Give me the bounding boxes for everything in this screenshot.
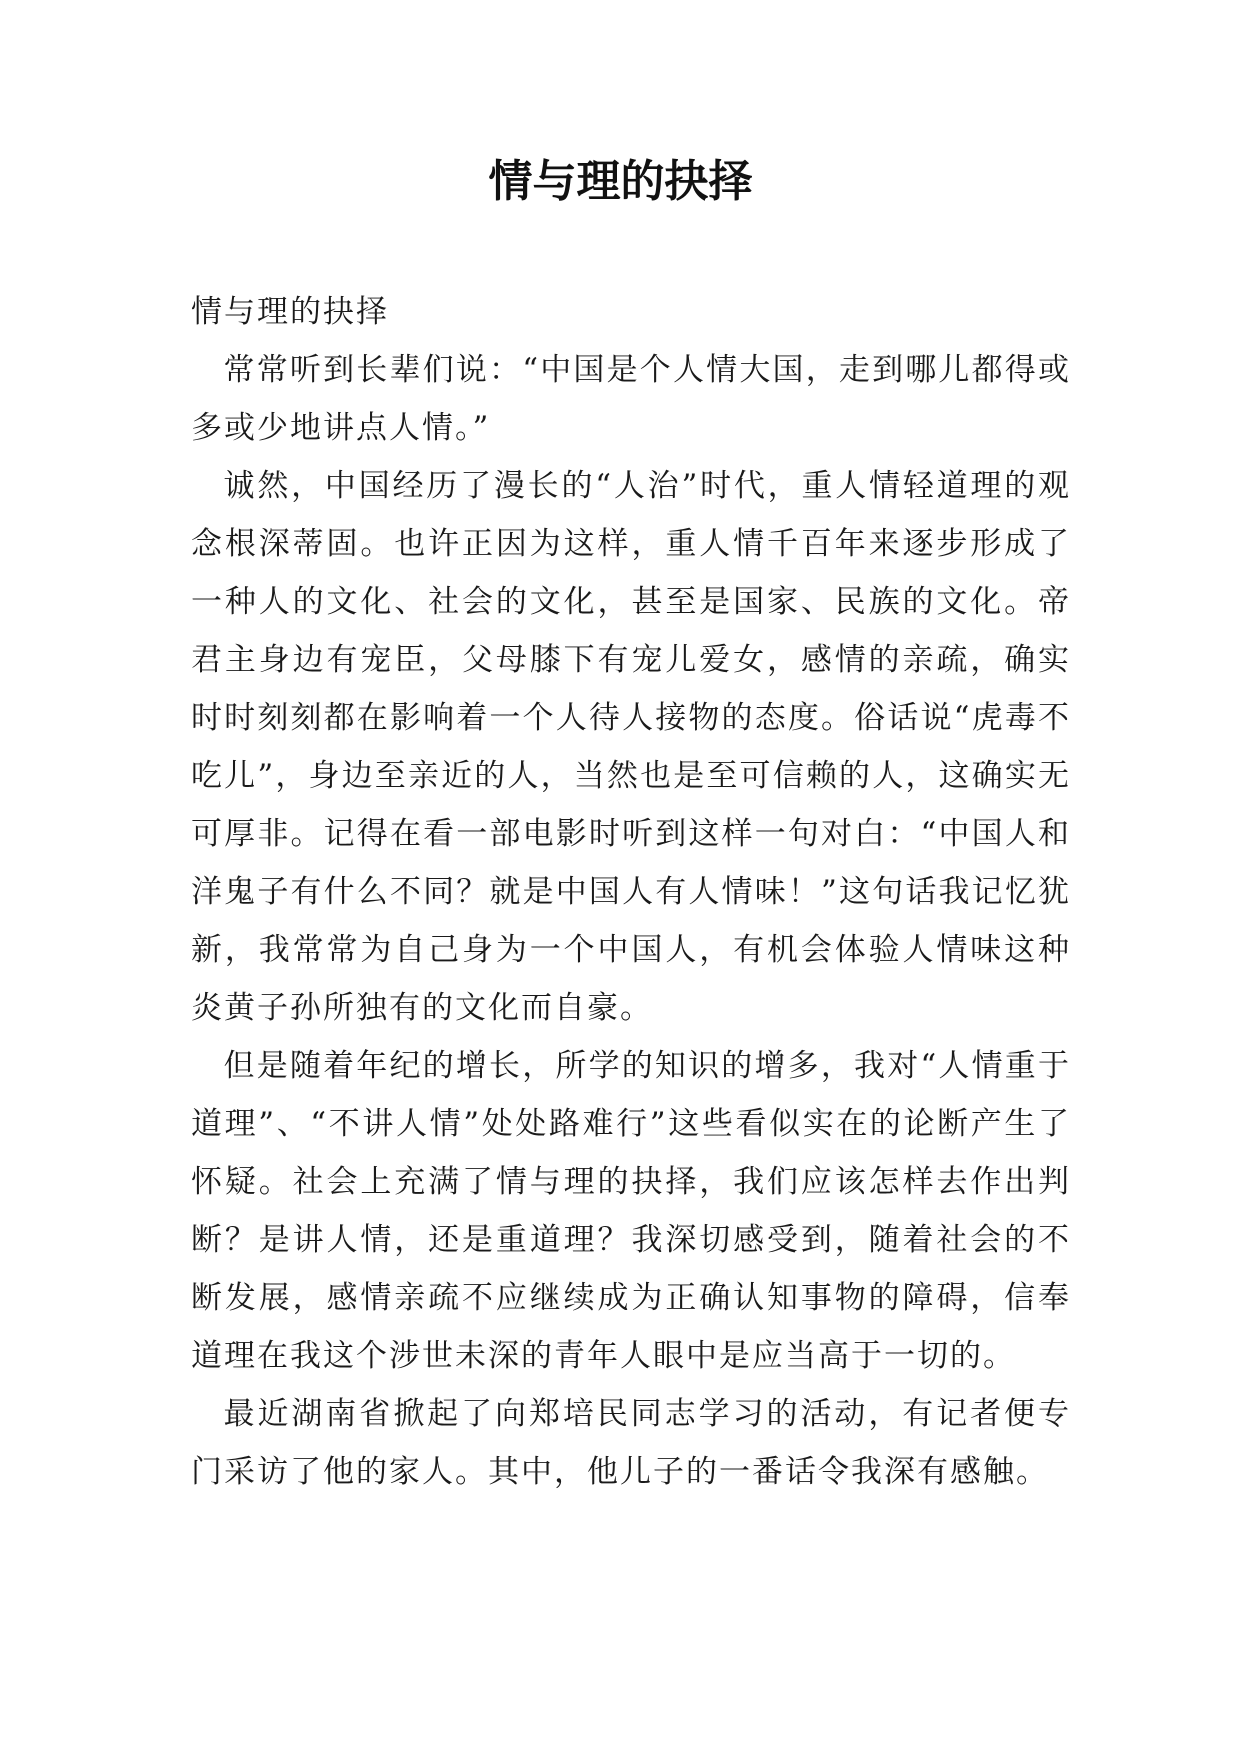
paragraph: 常常听到长辈们说：“中国是个人情大国，走到哪儿都得或多或少地讲点人情。”: [191, 352, 1071, 446]
paragraph: 最近湖南省掀起了向郑培民同志学习的活动，有记者便专门采访了他的家人。其中，他儿子的一番话令我深有感触。: [191, 1396, 1071, 1490]
paragraph: 诚然，中国经历了漫长的“人治”时代，重人情轻道理的观念根深蒂固。也许正因为这样，重人情千百年来逐步形成了一种人的文化、社会的文化，甚至是国家、民族的文化。帝君主身边有宠臣，父母膝下有宠儿爱女，感情的亲疏，确实时时刻刻都在影响着一个人待人接物的态度。俗话说“虎毒不吃儿”，身边至亲近的人，当然也是至可信赖的人，这确实无可厚非。记得在看一部电影时听到这样一句对白：“中国人和洋鬼子有什么不同？就是中国人有人情味！”这句话我记忆犹新，我常常为自己身为一个中国人，有机会体验人情味这种炎黄子孙所独有的文化而自豪。: [191, 468, 1071, 1026]
paragraph-subtitle: 情与理的抉择: [191, 294, 389, 330]
document-body: [191, 283, 1071, 1501]
document-title: 情与理的抉择: [488, 156, 753, 207]
paragraph: 但是随着年纪的增长，所学的知识的增多，我对“人情重于道理”、“不讲人情”处处路难行”这些看似实在的论断产生了怀疑。社会上充满了情与理的抉择，我们应该怎样去作出判断？是讲人情，还是重道理？我深切感受到，随着社会的不断发展，感情亲疏不应继续成为正确认知事物的障碍，信奉道理在我这个涉世未深的青年人眼中是应当高于一切的。: [191, 1048, 1071, 1374]
